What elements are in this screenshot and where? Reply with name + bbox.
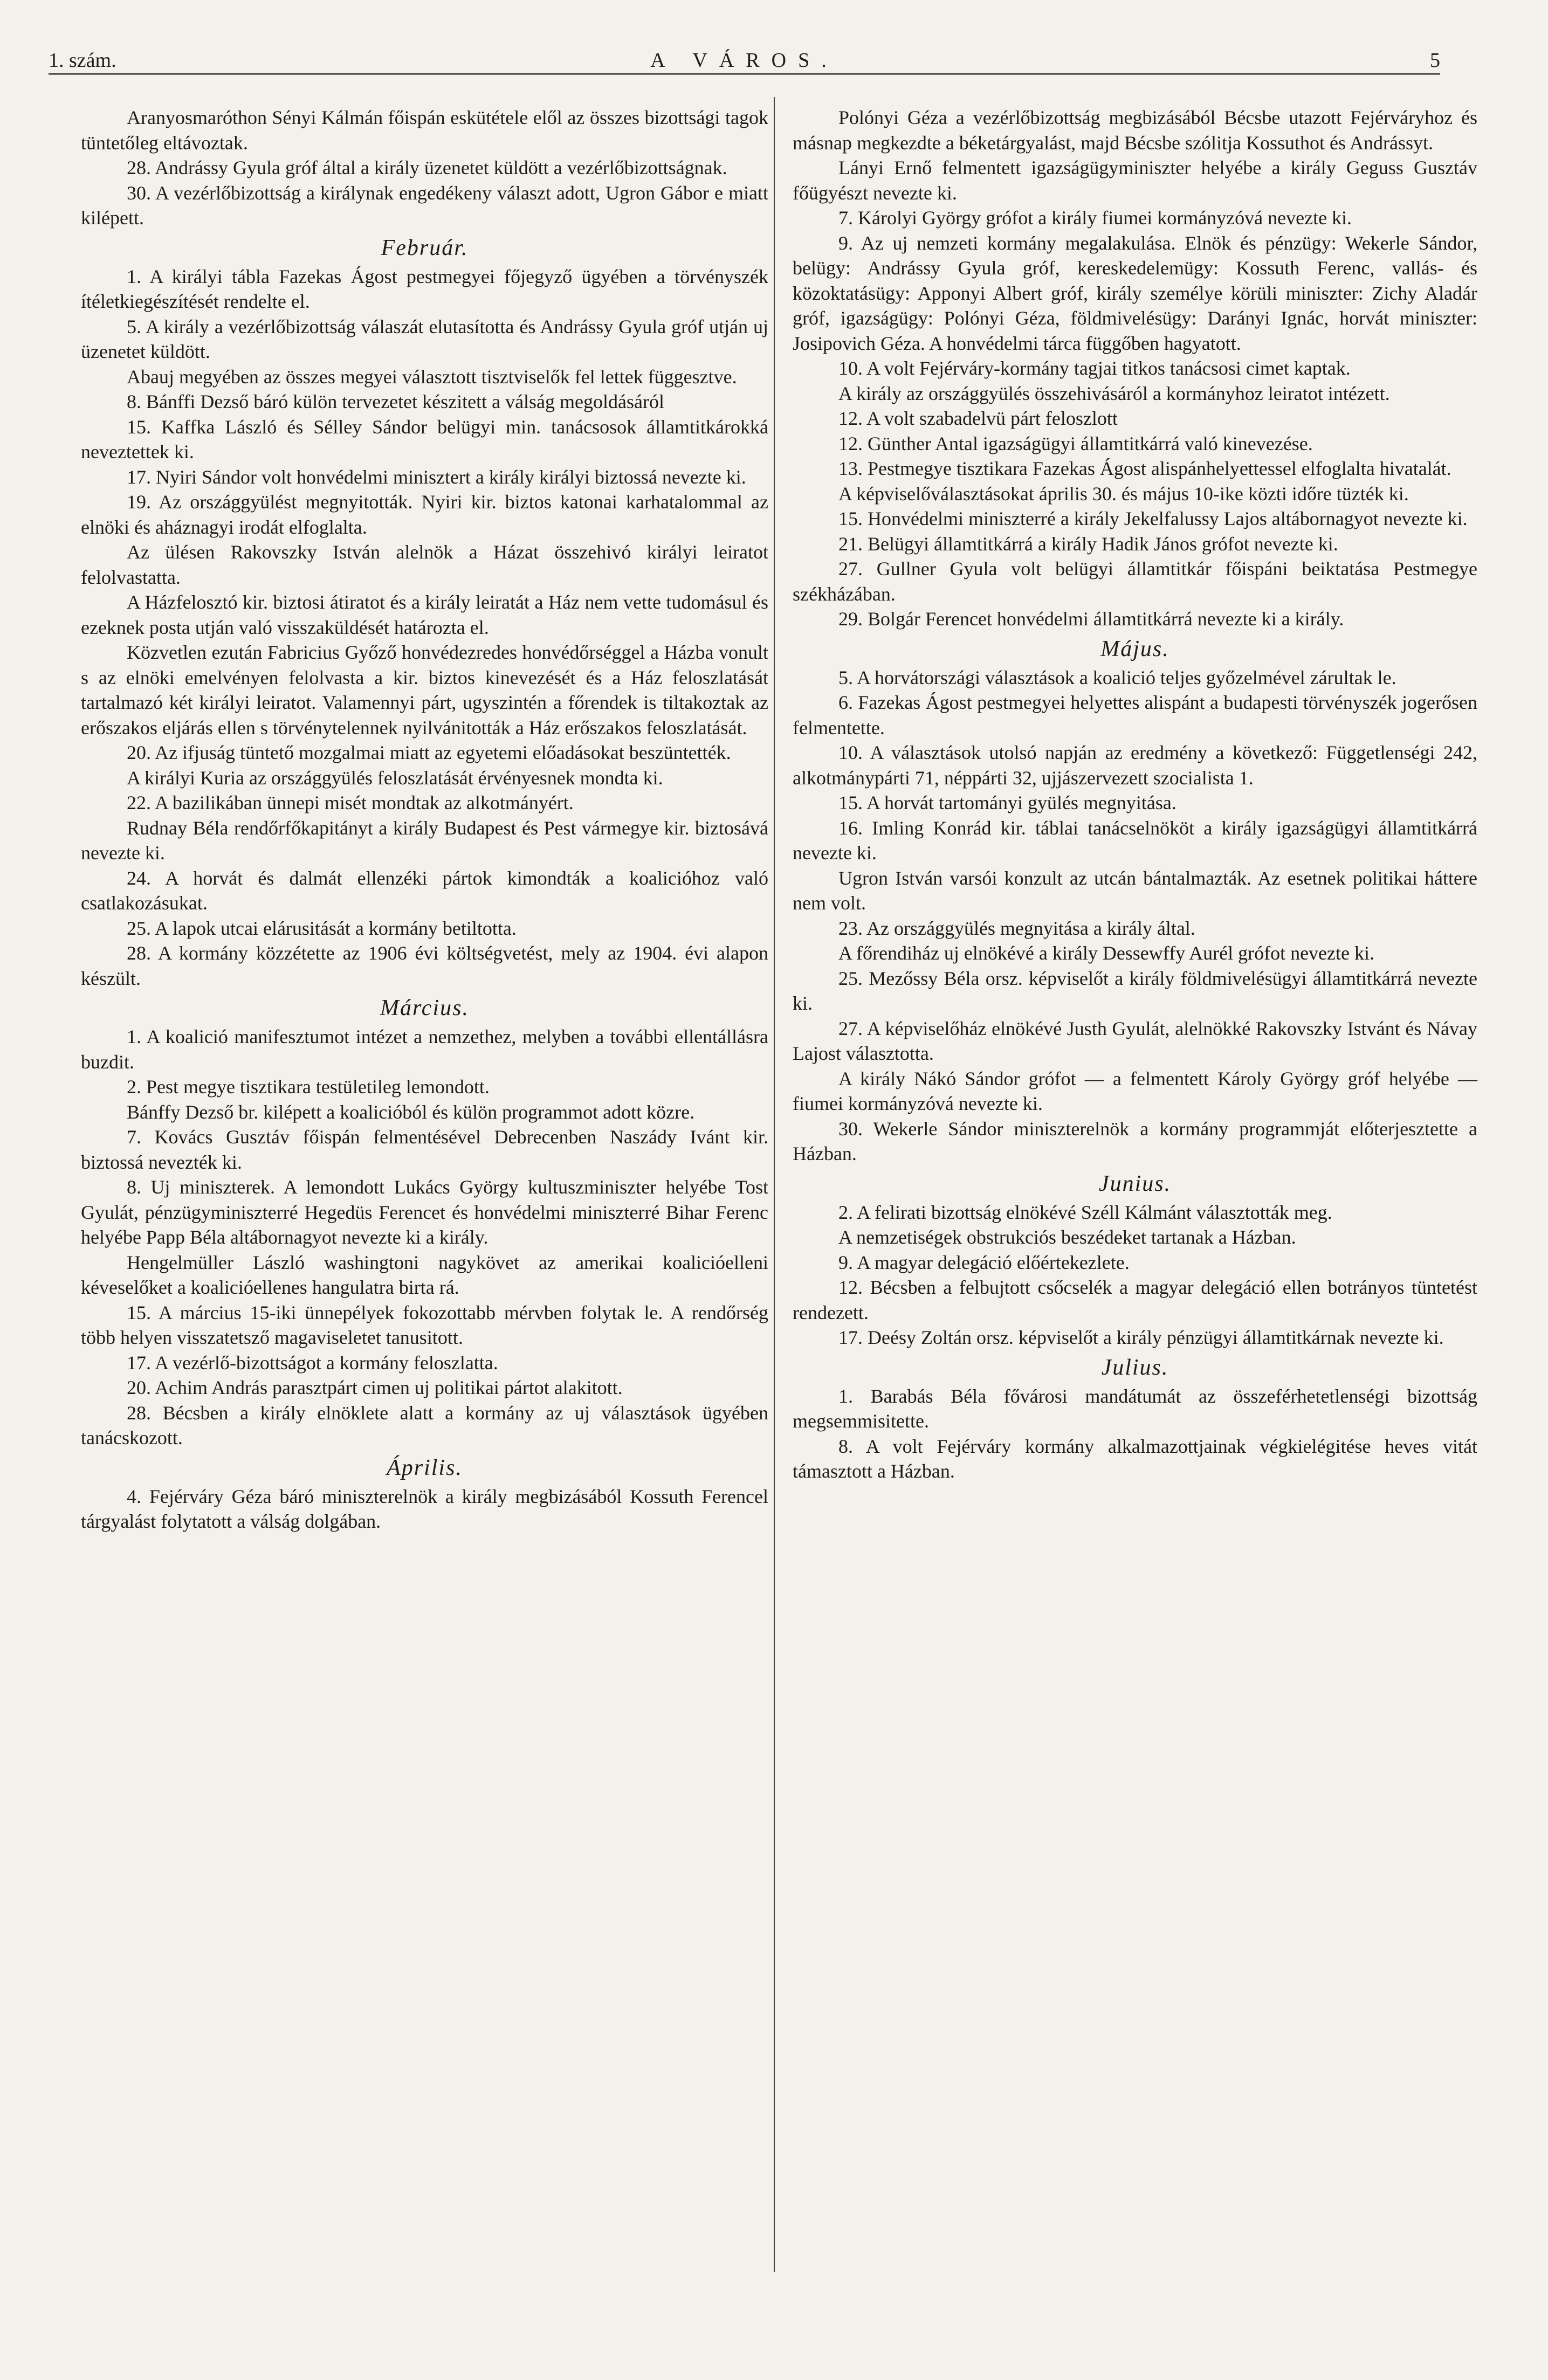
column-divider xyxy=(774,97,775,2272)
chronicle-entry: Polónyi Géza a vezérlőbizottság megbizásából Bécsbe utazott Fejérváryhoz és másnap megkezdte a béketárgyalást, majd Bécsbe szólitja Kossuthot és Andrássyt. xyxy=(793,107,1477,154)
chronicle-entry: 25. Mezőssy Béla orsz. képviselőt a király földmivelésügyi államtitkárrá nevezte ki. xyxy=(793,967,1477,1014)
chronicle-entry: 7. Kovács Gusztáv főispán felmentésével Debrecenben Naszády Ivánt kir. biztossá nevezték ki. xyxy=(81,1126,768,1173)
chronicle-entry: 15. A március 15-iki ünnepélyek fokozottabb mérvben folytak le. A rendőrség több helyen visszatetsző magaviseletet tanusitott. xyxy=(81,1301,768,1348)
month-heading: Julius. xyxy=(1101,1355,1169,1380)
chronicle-entry: 12. Günther Antal igazságügyi államtitkárrá való kinevezése. xyxy=(838,432,1313,454)
page-header xyxy=(49,38,1440,75)
chronicle-entry: A nemzetiségek obstrukciós beszédeket tartanak a Házban. xyxy=(838,1226,1296,1248)
chronicle-entry: 28. Andrássy Gyula gróf által a király üzenetet küldött a vezérlőbizottságnak. xyxy=(127,157,727,178)
chronicle-entry: 12. A volt szabadelvü párt feloszlott xyxy=(838,408,1118,429)
chronicle-entry: 15. A horvát tartományi gyülés megnyitása. xyxy=(838,792,1177,813)
chronicle-entry: 6. Fazekas Ágost pestmegyei helyettes alispánt a budapesti törvényszék jogerősen felmentette. xyxy=(793,692,1477,739)
chronicle-entry: Közvetlen ezután Fabricius Győző honvédezredes honvédőrséggel a Házba vonult s az elnöki emelvényen felolvasta a kir. biztos kinevezését és a Ház feloszlatását tartalmazó két királyi leiratot. Valamennyi párt, ugyszintén a főrendek is tiltakoztak az erőszakos eljárás ellen s törvénytelennek nyilvánitották a Ház erőszakos feloszlatását. xyxy=(81,641,768,739)
chronicle-entry: 1. A koalició manifesztumot intézet a nemzethez, melyben a további ellentállásra buzdit. xyxy=(81,1026,768,1073)
chronicle-entry: Aranyosmaróthon Sényi Kálmán főispán eskütétele elől az összes bizottsági tagok tüntetőleg eltávoztak. xyxy=(81,107,768,154)
chronicle-entry: 5. A horvátországi választások a koalició teljes győzelmével zárultak le. xyxy=(838,666,1396,688)
chronicle-entry: 17. A vezérlő-bizottságot a kormány feloszlatta. xyxy=(127,1351,498,1374)
chronicle-entry: 20. Az ifjuság tüntető mozgalmai miatt az egyetemi előadásokat beszüntették. xyxy=(127,742,731,763)
chronicle-entry: 8. Uj miniszterek. A lemondott Lukács György kultuszminiszter helyébe Tost Gyulát, pénzügyminiszterré Hegedüs Ferencet és honvédelmi miniszterré Bihar Ferenc helyébe Papp Béla altábornagyot nevezte ki a király. xyxy=(81,1176,768,1248)
chronicle-entry: 16. Imling Konrád kir. táblai tanácselnököt a király igazságügyi államtitkárrá nevezte ki. xyxy=(793,817,1477,864)
chronicle-entry: Rudnay Béla rendőrfőkapitányt a király Budapest és Pest vármegye kir. biztosává nevezte ki. xyxy=(81,817,768,864)
chronicle-entry: 27. Gullner Gyula volt belügyi államtitkár főispáni beiktatása Pestmegye székházában. xyxy=(793,558,1477,605)
chronicle-entry: A királyi Kuria az országgyülés feloszlatását érvényesnek mondta ki. xyxy=(127,767,663,789)
chronicle-entry: 10. A volt Fejérváry-kormány tagjai titkos tanácsosi cimet kaptak. xyxy=(838,357,1351,379)
right-column xyxy=(793,105,1477,1484)
chronicle-entry: 9. Az uj nemzeti kormány megalakulása. Elnök és pénzügy: Wekerle Sándor, belügy: Andrássy Gyula gróf, kereskedelemügy: Kossuth Ferenc, vallás- és közoktatásügy: Apponyi Albert gróf, király személye körüli miniszter: Zichy Aladár gróf, igazságügy: Polónyi Géza, földmivelésügy: Darányi Ignác, horvát miniszter: Josipovich Géza. A honvédelmi tárca függőben hagyatott. xyxy=(793,232,1477,354)
chronicle-entry: 17. Nyiri Sándor volt honvédelmi minisztert a király királyi biztossá nevezte ki. xyxy=(127,466,746,488)
chronicle-entry: 19. Az országgyülést megnyitották. Nyiri kir. biztos katonai karhatalommal az elnöki és aháznagyi irodát elfoglalta. xyxy=(81,491,768,538)
header-rule xyxy=(49,73,1440,75)
chronicle-entry: Az ülésen Rakovszky István alelnök a Házat összehivó királyi leiratot felolvastatta. xyxy=(81,541,768,588)
chronicle-entry: Abauj megyében az összes megyei választott tisztviselők fel lettek függesztve. xyxy=(127,365,737,388)
chronicle-entry: 30. Wekerle Sándor miniszterelnök a kormány programmját előterjesztette a Házban. xyxy=(793,1117,1477,1164)
chronicle-entry: 15. Honvédelmi miniszterré a király Jekelfalussy Lajos altábornagyot nevezte ki. xyxy=(838,508,1468,529)
chronicle-entry: 4. Fejérváry Géza báró miniszterelnök a király megbizásából Kossuth Ferencel tárgyalást folytatott a válság dolgában. xyxy=(81,1485,768,1532)
chronicle-entry: 9. A magyar delegáció előértekezlete. xyxy=(838,1251,1130,1273)
chronicle-entry: A király Nákó Sándor grófot — a felmentett Károly György gróf helyébe — fiumei kormányzóvá nevezte ki. xyxy=(793,1067,1477,1114)
month-heading: Március. xyxy=(380,996,469,1020)
page-number: 5 xyxy=(1430,49,1440,72)
chronicle-entry: 1. Barabás Béla fővárosi mandátumát az összeférhetetlenségi bizottság megsemmisitette. xyxy=(793,1385,1477,1432)
chronicle-entry: 30. A vezérlőbizottság a királynak engedékeny választ adott, Ugron Gábor e miatt kilépett. xyxy=(81,182,768,229)
chronicle-entry: A képviselőválasztásokat április 30. és május 10-ike közti időre tüzték ki. xyxy=(838,482,1409,505)
chronicle-entry: 10. A választások utolsó napján az eredmény a következő: Függetlenségi 242, alkotmánypárti 71, néppárti 32, ujjászervezett szocialista 1. xyxy=(793,742,1477,789)
chronicle-entry: 28. Bécsben a király elnöklete alatt a kormány az uj választások ügyében tanácskozott. xyxy=(81,1402,768,1448)
month-heading: Február. xyxy=(381,235,469,260)
chronicle-entry: 2. A felirati bizottság elnökévé Széll Kálmánt választották meg. xyxy=(838,1201,1332,1223)
chronicle-entry: 27. A képviselőház elnökévé Justh Gyulát, alelnökké Rakovszky Istvánt és Návay Lajost választotta. xyxy=(793,1017,1477,1064)
chronicle-entry: 20. Achim András parasztpárt cimen uj politikai pártot alakitott. xyxy=(127,1377,623,1398)
left-column xyxy=(81,105,768,1534)
chronicle-entry: 1. A királyi tábla Fazekas Ágost pestmegyei főjegyző ügyében a törvényszék ítéletkiegészítését rendelte el. xyxy=(81,265,768,312)
chronicle-entry: Hengelmüller László washingtoni nagykövet az amerikai koalicióelleni kéveselőket a koalicióellenes hangulatra birta rá. xyxy=(81,1251,768,1298)
chronicle-entry: Lányi Ernő felmentett igazságügyminiszter helyébe a király Geguss Gusztáv főügyészt nevezte ki. xyxy=(793,157,1477,204)
chronicle-entry: 12. Bécsben a felbujtott csőcselék a magyar delegáció ellen botrányos tüntetést rendezett. xyxy=(793,1277,1477,1323)
chronicle-entry: 23. Az országgyülés megnyitása a király által. xyxy=(838,917,1195,939)
chronicle-entry: 13. Pestmegye tisztikara Fazekas Ágost alispánhelyettessel elfoglalta hivatalát. xyxy=(838,458,1451,479)
issue-number: 1. szám. xyxy=(49,49,116,72)
chronicle-entry: A Házfelosztó kir. biztosi átiratot és a király leiratát a Ház nem vette tudomásul és ezeknek posta utján való visszaküldését határozta el. xyxy=(81,591,768,638)
chronicle-entry: 24. A horvát és dalmát ellenzéki pártok kimondták a koalicióhoz való csatlakozásukat. xyxy=(81,867,768,914)
chronicle-entry: A király az országgyülés összehivásáról a kormányhoz leiratot intézett. xyxy=(838,382,1390,404)
chronicle-entry: 15. Kaffka László és Sélley Sándor belügyi min. tanácsosok államtitkárokká neveztettek ki. xyxy=(81,416,768,463)
month-heading: Junius. xyxy=(1098,1171,1172,1196)
chronicle-entry: 29. Bolgár Ferencet honvédelmi államtitkárrá nevezte ki a király. xyxy=(838,608,1344,630)
month-heading: Április. xyxy=(387,1455,463,1480)
chronicle-entry: Ugron István varsói konzult az utcán bántalmazták. Az esetnek politikai háttere nem volt. xyxy=(793,867,1477,914)
chronicle-entry: Bánffy Dezső br. kilépett a koalicióból és külön programmot adott közre. xyxy=(127,1101,695,1123)
chronicle-entry: 8. A volt Fejérváry kormány alkalmazottjainak végkielégitése heves vitát támasztott a Házban. xyxy=(793,1435,1477,1482)
chronicle-entry: 25. A lapok utcai elárusitását a kormány betiltotta. xyxy=(127,917,517,939)
chronicle-entry: 28. A kormány közzétette az 1906 évi költségvetést, mely az 1904. évi alapon készült. xyxy=(81,942,768,989)
chronicle-entry: 2. Pest megye tisztikara testületileg lemondott. xyxy=(127,1076,490,1098)
chronicle-entry: 17. Deésy Zoltán orsz. képviselőt a király pénzügyi államtitkárnak nevezte ki. xyxy=(838,1327,1444,1348)
chronicle-entry: 8. Bánffi Dezső báró külön tervezetet készitett a válság megoldásáról xyxy=(127,391,664,412)
chronicle-entry: 5. A király a vezérlőbizottság válaszát elutasította és Andrássy Gyula gróf utján uj üzenetet küldött. xyxy=(81,315,768,362)
newspaper-title: A VÁROS. xyxy=(650,49,838,72)
chronicle-entry: 22. A bazilikában ünnepi misét mondtak az alkotmányért. xyxy=(127,792,574,813)
chronicle-entry: 7. Károlyi György grófot a király fiumei kormányzóvá nevezte ki. xyxy=(838,207,1352,229)
chronicle-entry: A főrendiház uj elnökévé a király Dessewffy Aurél grófot nevezte ki. xyxy=(838,942,1374,964)
month-heading: Május. xyxy=(1100,636,1169,661)
chronicle-entry: 21. Belügyi államtitkárrá a király Hadik János grófot nevezte ki. xyxy=(838,533,1338,555)
